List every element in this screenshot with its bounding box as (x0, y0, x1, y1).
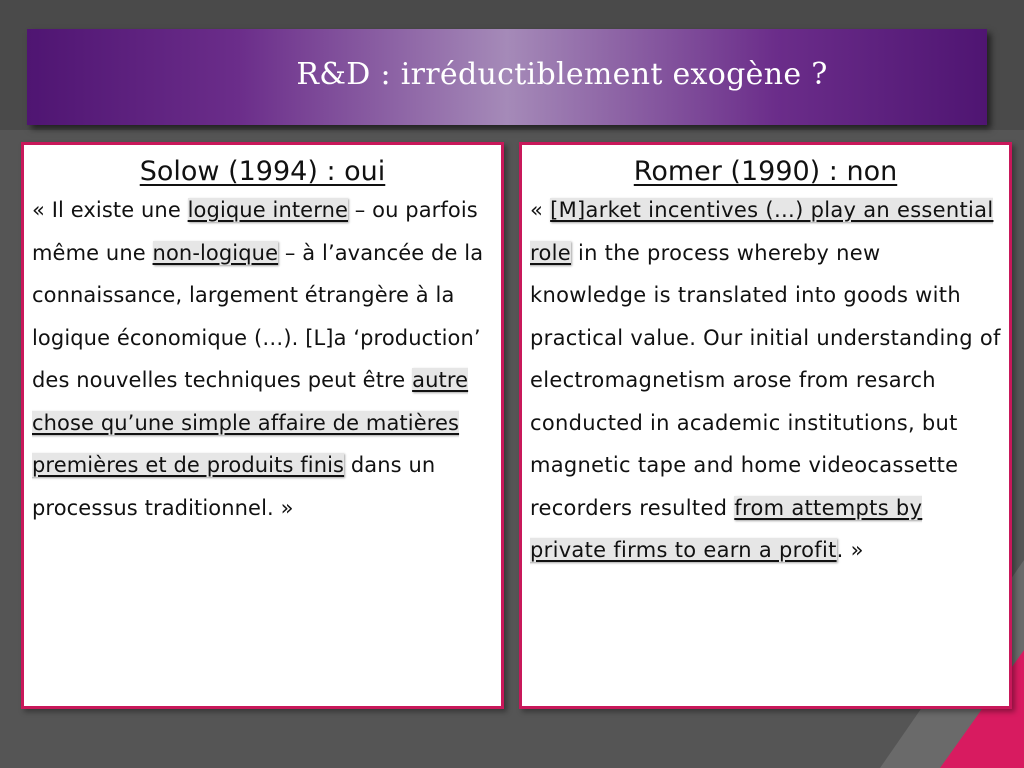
highlight-autre-chose: autre chose qu’une simple affaire de matières premières et de produits finis (32, 368, 469, 477)
romer-quote (530, 189, 1001, 572)
slide-title: R&D : irréductiblement exogène ? (296, 57, 828, 92)
quote-text: . » (836, 538, 864, 562)
quote-text: « Il existe une (32, 198, 188, 222)
highlight-logique-interne: logique interne (187, 198, 348, 222)
quote-text: « (530, 198, 551, 222)
quote-text: in the process whereby new knowledge is translated into goods with practical value. Our initial understanding of electromagnetism arose from resarch conducted in academic institutions, but magnetic tape and home videocassette recorders resulted (530, 240, 1001, 520)
solow-quote (32, 189, 493, 529)
solow-heading: Solow (1994) : oui (139, 156, 386, 187)
quote-text: – à l’avancée de la connaissance, largement étrangère à la logique économique (…). [L]a ‘production’ des nouvelles techniques peut être (32, 240, 484, 392)
quote-text: dans un processus traditionnel. » (32, 453, 436, 520)
highlight-non-logique: non-logique (152, 240, 279, 265)
title-bar (27, 29, 987, 125)
romer-heading: Romer (1990) : non (633, 156, 898, 187)
solow-panel (21, 142, 504, 709)
highlight-private-firms: from attempts by private firms to earn a profit (530, 495, 923, 562)
quote-text: – ou parfois même une (32, 198, 478, 265)
highlight-market-incentives: [M]arket incentives (…) play an essential role (530, 198, 994, 265)
romer-panel (519, 142, 1012, 709)
